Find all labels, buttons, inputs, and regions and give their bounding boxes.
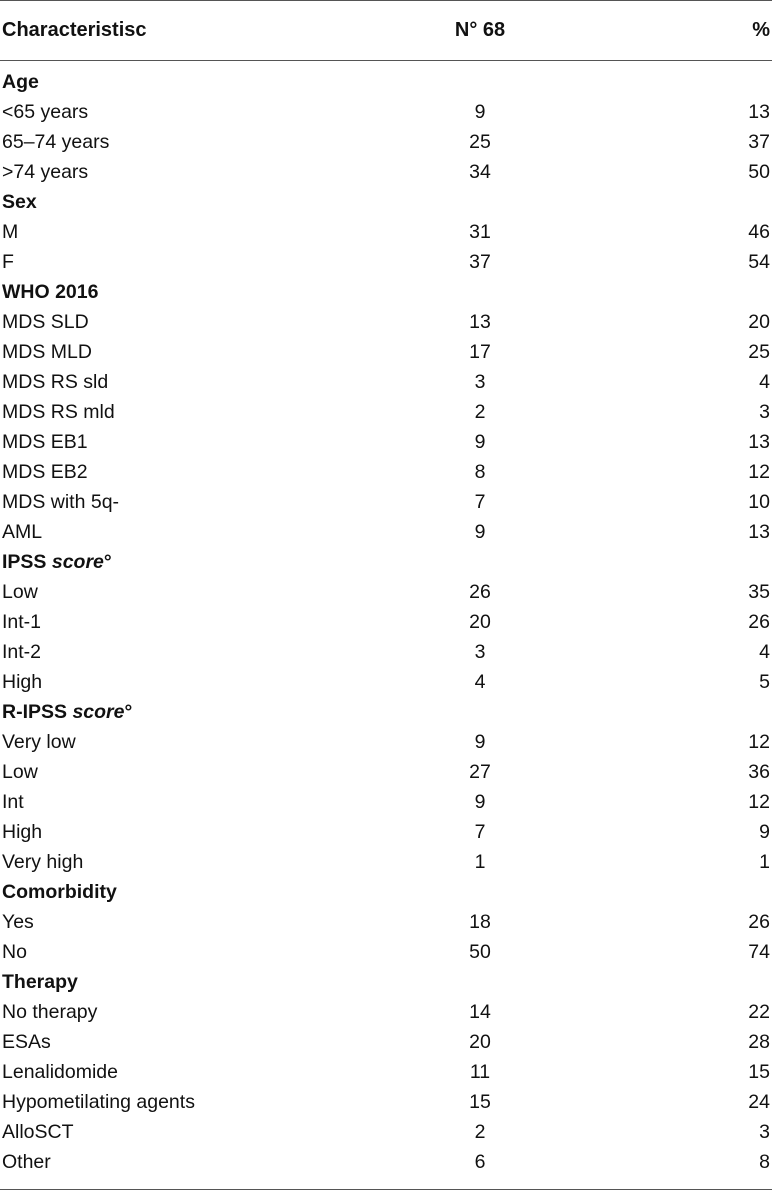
percent-cell: 10	[748, 491, 770, 513]
table-row	[0, 667, 772, 697]
table-row	[0, 1087, 772, 1117]
percent-cell: 28	[748, 1031, 770, 1053]
count-cell: 50	[469, 941, 491, 963]
count-cell: 34	[469, 161, 491, 183]
count-cell: 1	[474, 851, 486, 873]
row-label: AlloSCT	[2, 1121, 74, 1143]
percent-cell: 13	[748, 431, 770, 453]
table-row	[0, 1057, 772, 1087]
count-cell: 7	[474, 491, 486, 513]
section-label	[2, 697, 132, 727]
count-cell: 31	[469, 221, 491, 243]
table-row	[0, 487, 772, 517]
count-cell: 18	[469, 911, 491, 933]
table-row	[0, 517, 772, 547]
section-label-suffix: °	[103, 551, 112, 573]
percent-cell: 25	[748, 341, 770, 363]
percent-cell: 13	[748, 101, 770, 123]
row-label: Very low	[2, 731, 76, 753]
table-row	[0, 427, 772, 457]
count-cell: 25	[469, 131, 491, 153]
table-row	[0, 937, 772, 967]
row-label: Very high	[2, 851, 84, 873]
section-header-row	[0, 697, 772, 727]
section-header-row	[0, 967, 772, 997]
row-label: MDS EB1	[2, 431, 88, 453]
table-row	[0, 97, 772, 127]
percent-cell: 74	[748, 941, 770, 963]
row-label: Low	[2, 761, 38, 783]
count-cell: 4	[474, 671, 486, 693]
count-cell: 20	[469, 611, 491, 633]
table-row	[0, 1027, 772, 1057]
percent-cell: 20	[748, 311, 770, 333]
count-cell: 2	[474, 401, 486, 423]
section-label: Therapy	[2, 971, 78, 993]
count-cell: 27	[469, 761, 491, 783]
percent-cell: 3	[759, 1121, 770, 1143]
header-characteristic: Characteristisc	[2, 19, 147, 41]
count-cell: 9	[474, 731, 486, 753]
row-label: No therapy	[2, 1001, 98, 1023]
count-cell: 11	[469, 1061, 491, 1083]
percent-cell: 24	[748, 1091, 770, 1113]
row-label: AML	[2, 521, 43, 543]
section-label: Age	[2, 71, 39, 93]
row-label: Hypometilating agents	[2, 1091, 195, 1113]
table-row	[0, 757, 772, 787]
header-count: N° 68	[454, 19, 506, 41]
table-row	[0, 337, 772, 367]
percent-cell: 12	[748, 791, 770, 813]
count-cell: 3	[474, 371, 486, 393]
table-bottom-rule	[0, 1189, 772, 1190]
row-label: Lenalidomide	[2, 1061, 119, 1083]
percent-cell: 46	[748, 221, 770, 243]
table-row	[0, 1117, 772, 1147]
percent-cell: 36	[748, 761, 770, 783]
percent-cell: 9	[759, 821, 770, 843]
count-cell: 2	[474, 1121, 486, 1143]
row-label: Low	[2, 581, 38, 603]
percent-cell: 50	[748, 161, 770, 183]
table-row	[0, 367, 772, 397]
percent-cell: 15	[748, 1061, 770, 1083]
count-cell: 3	[474, 641, 486, 663]
row-label: Yes	[2, 911, 34, 933]
row-label: <65 years	[2, 101, 89, 123]
count-cell: 37	[469, 251, 491, 273]
table-body	[0, 67, 772, 1177]
row-label: MDS EB2	[2, 461, 88, 483]
table-row	[0, 847, 772, 877]
percent-cell: 13	[748, 521, 770, 543]
row-label: High	[2, 671, 43, 693]
table-row	[0, 607, 772, 637]
row-label: F	[2, 251, 14, 273]
row-label: MDS with 5q-	[2, 491, 120, 513]
row-label: MDS SLD	[2, 311, 89, 333]
header-percent: %	[752, 19, 770, 41]
count-cell: 7	[474, 821, 486, 843]
count-cell: 15	[469, 1091, 491, 1113]
count-cell: 26	[469, 581, 491, 603]
table-row	[0, 637, 772, 667]
count-cell: 9	[474, 101, 486, 123]
row-label: 65–74 years	[2, 131, 110, 153]
row-label: Int-2	[2, 641, 42, 663]
percent-cell: 54	[748, 251, 770, 273]
table-row	[0, 217, 772, 247]
section-header-row	[0, 67, 772, 97]
count-cell: 8	[474, 461, 486, 483]
count-cell: 9	[474, 521, 486, 543]
percent-cell: 26	[748, 611, 770, 633]
percent-cell: 8	[759, 1151, 770, 1173]
section-label	[2, 547, 112, 577]
count-cell: 14	[469, 1001, 491, 1023]
percent-cell: 4	[759, 371, 770, 393]
row-label: Other	[2, 1151, 51, 1173]
row-label: Int-1	[2, 611, 42, 633]
percent-cell: 12	[748, 461, 770, 483]
count-cell: 9	[474, 431, 486, 453]
count-cell: 17	[469, 341, 491, 363]
percent-cell: 37	[748, 131, 770, 153]
section-label-text: IPSS	[2, 551, 52, 573]
percent-cell: 35	[748, 581, 770, 603]
row-label: MDS MLD	[2, 341, 92, 363]
row-label: ESAs	[2, 1031, 51, 1053]
section-label-italic: score	[72, 701, 125, 723]
section-label-italic: score	[51, 551, 104, 573]
percent-cell: 22	[748, 1001, 770, 1023]
table-row	[0, 397, 772, 427]
count-cell: 6	[474, 1151, 486, 1173]
percent-cell: 4	[759, 641, 770, 663]
table-row	[0, 127, 772, 157]
table-header-rule	[0, 60, 772, 61]
section-header-row	[0, 877, 772, 907]
row-label: MDS RS sld	[2, 371, 109, 393]
section-label: WHO 2016	[2, 281, 99, 303]
row-label: MDS RS mld	[2, 401, 115, 423]
count-cell: 13	[469, 311, 491, 333]
section-header-row	[0, 277, 772, 307]
row-label: >74 years	[2, 161, 89, 183]
percent-cell: 26	[748, 911, 770, 933]
table-row	[0, 817, 772, 847]
table-row	[0, 247, 772, 277]
percent-cell: 3	[759, 401, 770, 423]
table-row	[0, 997, 772, 1027]
section-label: Sex	[2, 191, 37, 213]
row-label: Int	[2, 791, 24, 813]
row-label: High	[2, 821, 43, 843]
table-row	[0, 577, 772, 607]
count-cell: 9	[474, 791, 486, 813]
table-row	[0, 307, 772, 337]
percent-cell: 5	[759, 671, 770, 693]
section-label-suffix: °	[124, 701, 133, 723]
section-header-row	[0, 187, 772, 217]
section-label: Comorbidity	[2, 881, 117, 903]
table-row	[0, 157, 772, 187]
table-row	[0, 727, 772, 757]
table-row	[0, 787, 772, 817]
table-row	[0, 1147, 772, 1177]
row-label: M	[2, 221, 19, 243]
percent-cell: 12	[748, 731, 770, 753]
table-row	[0, 457, 772, 487]
count-cell: 20	[469, 1031, 491, 1053]
row-label: No	[2, 941, 27, 963]
section-header-row	[0, 547, 772, 577]
table-header	[0, 0, 772, 60]
percent-cell: 1	[759, 851, 770, 873]
section-label-text: R-IPSS	[2, 701, 73, 723]
table-row	[0, 907, 772, 937]
